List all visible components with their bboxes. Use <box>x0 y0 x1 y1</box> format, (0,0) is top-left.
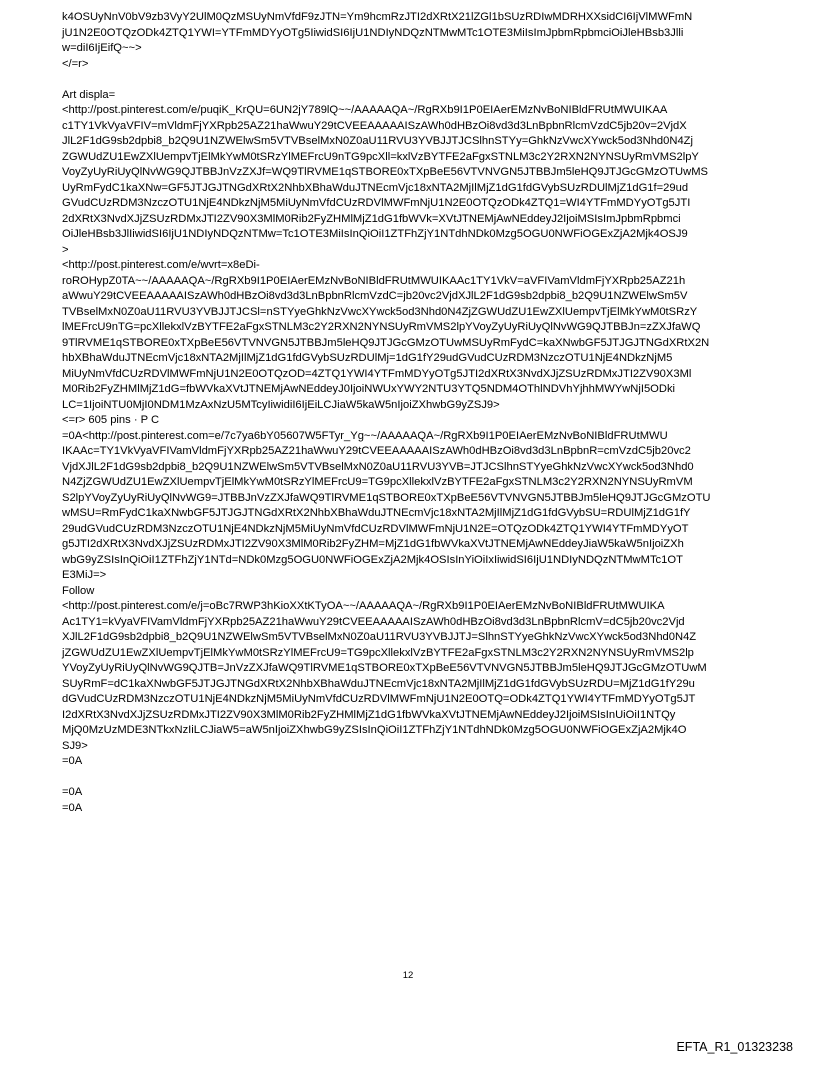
text-line: LC=1IjoiNTU0MjI0NDM1MzAxNzU5MTcyIiwidiI6IjEiLCJiaW5kaW5nIjoiZXhwbG9yZSJ9> <box>62 398 500 411</box>
text-line: =0A <box>62 755 83 767</box>
text-line: Follow <box>62 584 95 597</box>
text-line: SJ9> <box>62 739 88 752</box>
text-line: aWwuY29tCVEEAAAAAISzAWh0dHBzOi8vd3d3LnBpbnRlcmVzdC=jb20vc2VjdXJlL2F1dG9sb2dpbi8_b2Q9U1NZWElwSm5V <box>62 290 688 302</box>
text-line: lMEFrcU9nTG=pcXllekxlVzBYTFE2aFgxSTNLM3c2Y2RXN2NYNSUyRmVMS2lpYVoyZyUyRiUyQlNvWG9QJTBBJn=zZXJfaWQ <box>62 321 701 333</box>
document-id: EFTA_R1_01323238 <box>676 1040 793 1054</box>
blank-line <box>62 770 762 786</box>
blank-line <box>62 72 762 88</box>
text-line: UyRmFydC1kaXNw=GF5JTJGJTNGdXRtX2NhbXBhaWduJTNEcmVjc18xNTA2MjIlMjZ1dG1fdGVybSUzRDUlMjZ1dG1f=29ud <box>62 181 689 194</box>
text-line: 2dXRtX3NvdXJjZSUzRDMxJTI2ZV90X3MlM0Rib2FyZHMlMjZ1dG1fbWVk=XVtJTNEMjAwNEddeyJ2IjoiMSIsImJpbmRpbmci <box>62 212 681 225</box>
text-line: <http://post.pinterest.com/e/wvrt=x8eDi- <box>62 259 260 271</box>
email-body-text <box>62 10 762 816</box>
text-line: =0A<http://post.pinterest.com=e/7c7ya6bY05607W5FTyr_Yg~~/AAAAAQA~/RgRXb9I1P0EIAerEMzNvBoNIBldFRUtMWU <box>62 429 668 442</box>
text-line: 29udGVudCUzRDM3NzczOTU1NjE4NDkzNjM5MiUyNmVfdCUzRDVlMWFmNjU1N2E=OTQzODk4ZTQ1YWI4YTFmMDYyOT <box>62 522 689 535</box>
text-line: JlL2F1dG9sb2dpbi8_b2Q9U1NZWElwSm5VTVBselMxN0Z0aU11RVU3YVBJJTJCSlhnSTYy=GhkNzVwcXYwck5od3Nhd0N4Zj <box>62 135 694 147</box>
text-line: S2lpYVoyZyUyRiUyQlNvWG9=JTBBJnVzZXJfaWQ9TlRVME1qSTBORE0xTXpBeE56VTVNVGN5JTBBJm5leHQ9JTJGcGMzOTU <box>62 491 711 504</box>
text-line: <http://post.pinterest.com/e/j=oBc7RWP3hKioXXtKTyOA~~/AAAAAQA~/RgRXb9I1P0EIAerEMzNvBoNIBldFRUtMWUIKA <box>62 600 665 612</box>
text-line: E3MiJ=> <box>62 569 107 581</box>
text-line: roROHypZ0TA~~/AAAAAQA~/RgRXb9I1P0EIAerEMzNvBoNIBldFRUtMWUIKAAc1TY1VkV=aVFIVamVldmFjYXRpb25AZ21h <box>62 274 686 287</box>
text-line: dGVudCUzRDM3NzczOTU1NjE4NDkzNjM5MiUyNmVfdCUzRDVlMWFmNjU1N2E0OTQ=ODk4ZTQ1YWI4YTFmMDYyOTg5JT <box>62 693 696 705</box>
text-line: YVoyZyUyRiUyQlNvWG9QJTB=JnVzZXJfaWQ9TlRVME1qSTBORE0xTXpBeE56VTVNVGN5JTBBJm5leHQ9JTJGcGMzOTUwM <box>62 662 707 674</box>
text-line: g5JTI2dXRtX3NvdXJjZSUzRDMxJTI2ZV90X3MlM0Rib2FyZHM=MjZ1dG1fbWVkaXVtJTNEMjAwNEddeyJiaW5kaW5nIjoiZXh <box>62 538 684 550</box>
page-number: 12 <box>402 970 414 981</box>
text-line: jZGWUdZU1EwZXlUempvTjElMkYwM0tSRzYlMEFrcU9=TG9pcXllekxlVzBYTFE2aFgxSTNLM3c2Y2RXN2NYNSUyRmVMS2lp <box>62 646 694 659</box>
text-line: k4OSUyNnV0bV9zb3VyY2UlM0QzMSUyNmVfdF9zJTN=Ym9hcmRzJTI2dXRtX21lZGl1bSUzRDIwMDRHXXsidCI6IjVlMWFmN <box>62 11 693 23</box>
text-line: c1TY1VkVyaVFIV=mVldmFjYXRpb25AZ21haWwuY29tCVEEAAAAAISzAWh0dHBzOi8vd3d3LnBpbnRlcmVzdC5jb20v=2VjdX <box>62 119 687 132</box>
text-line: N4ZjZGWUdZU1EwZXlUempvTjElMkYwM0tSRzYlMEFrcU9=TG9pcXllekxlVzBYTFE2aFgxSTNLM3c2Y2RXN2NYNSUyRmVM <box>62 476 693 488</box>
text-line: =0A <box>62 801 83 814</box>
text-line: MiUyNmVfdCUzRDVlMWFmNjU1N2E0OTQzOD=4ZTQ1YWI4YTFmMDYyOTg5JTI2dXRtX3NvdXJjZSUzRDMxJTI2ZV90X3Ml <box>62 367 692 380</box>
text-line: 9TlRVME1qSTBORE0xTXpBeE56VTVNVGN5JTBBJm5leHQ9JTJGcGMzOTUwMSUyRmFydC=kaXNwbGF5JTJGJTNGdXRtX2N <box>62 336 710 349</box>
text-line: <=r> 605 pins · P C <box>62 414 160 426</box>
text-line: VoyZyUyRiUyQlNvWG9QJTBBJnVzZXJf=WQ9TlRVME1qSTBORE0xTXpBeE56VTVNVGN5JTBBJm5leHQ9JTJGcGMzOTUwMS <box>62 166 708 178</box>
text-line: GVudCUzRDM3NzczOTU1NjE4NDkzNjM5MiUyNmVfdCUzRDVlMWFmNjU1N2E0OTQzODk4ZTQ1=WI4YTFmMDYyOTg5JTI <box>62 197 691 209</box>
text-line: OiJleHBsb3JlIiwidSI6IjU1NDIyNDQzNTMw=Tc1OTE3MiIsInQiOiI1ZTFhZjY1NTdhNDk0Mzg5OGU0NWFiOGExZjA2Mjk4OSJ9 <box>62 228 688 240</box>
text-line: jU1N2E0OTQzODk4ZTQ1YWI=YTFmMDYyOTg5IiwidSI6IjU1NDIyNDQzNTMwMTc1OTE3MiIsImJpbmRpbmciOiJleHBsb3Jlli <box>62 26 684 39</box>
text-line: w=diI6IjEifQ~~> <box>62 42 142 54</box>
text-line: I2dXRtX3NvdXJjZSUzRDMxJTI2ZV90X3MlM0Rib2FyZHMlMjZ1dG1fbWVkaXVtJTNEMjAwNEddeyJ2IjoiMSIsInUiOiI1NTQy <box>62 708 676 721</box>
text-line: ZGWUdZU1EwZXlUempvTjElMkYwM0tSRzYlMEFrcU9nTG9pcXll=kxlVzBYTFE2aFgxSTNLM3c2Y2RXN2NYNSUyRmVMS2lpY <box>62 150 699 163</box>
text-line: TVBselMxN0Z0aU11RVU3YVBJJTJCSl=nSTYyeGhkNzVwcXYwck5od3Nhd0N4ZjZGWUdZU1EwZXlUempvTjElMkYwM0tSRzY <box>62 305 698 318</box>
text-line: SUyRmF=dC1kaXNwbGF5JTJGJTNGdXRtX2NhbXBhaWduJTNEcmVjc18xNTA2MjIlMjZ1dG1fdGVybSUzRDU=MjZ1dG1fY29u <box>62 677 695 690</box>
text-line: VjdXJlL2F1dG9sb2dpbi8_b2Q9U1NZWElwSm5VTVBselMxN0Z0aU11RVU3YVB=JTJCSlhnSTYyeGhkNzVwcXYwck5od3Nhd0 <box>62 460 694 473</box>
text-line: MjQ0MzUzMDE3NTkxNzIiLCJiaW5=aW5nIjoiZXhwbG9yZSIsInQiOiI1ZTFhZjY1NTdhNDk0Mzg5OGU0NWFiOGExZjA2Mjk4O <box>62 724 687 736</box>
text-line: IKAAc=TY1VkVyaVFIVamVldmFjYXRpb25AZ21haWwuY29tCVEEAAAAAISzAWh0dHBzOi8vd3d3LnBpbnR=cmVzdC5jb20vc2 <box>62 445 691 457</box>
text-line: hbXBhaWduJTNEcmVjc18xNTA2MjIlMjZ1dG1fdGVybSUzRDUlMj=1dG1fY29udGVudCUzRDM3NzczOTU1NjE4NDkzNjM5 <box>62 352 673 364</box>
text-line: > <box>62 243 69 256</box>
text-line: Ac1TY1=kVyaVFIVamVldmFjYXRpb25AZ21haWwuY29tCVEEAAAAAISzAWh0dHBzOi8vd3d3LnBpbnRlcmV=dC5jb20vc2Vjd <box>62 615 685 628</box>
text-line: Art displa= <box>62 88 116 101</box>
text-line: =0A <box>62 786 83 798</box>
text-line: XJlL2F1dG9sb2dpbi8_b2Q9U1NZWElwSm5VTVBselMxN0Z0aU11RVU3YVBJJTJ=SlhnSTYyeGhkNzVwcXYwck5od3Nhd0N4Z <box>62 631 697 643</box>
text-line: wMSU=RmFydC1kaXNwbGF5JTJGJTNGdXRtX2NhbXBhaWduJTNEcmVjc18xNTA2MjIlMjZ1dG1fdGVybSU=RDUlMjZ1dG1fY <box>62 507 691 519</box>
text-line: M0Rib2FyZHMlMjZ1dG=fbWVkaXVtJTNEMjAwNEddeyJ0IjoiNWUxYWY2NTU3YTQ5NDM4OThlNDVhYjhhMWYwNjI5ODki <box>62 383 676 395</box>
text-line: <http://post.pinterest.com/e/puqiK_KrQU=6UN2jY789lQ~~/AAAAAQA~/RgRXb9I1P0EIAerEMzNvBoNIBldFRUtMWUIKAA <box>62 104 668 116</box>
text-line: </=r> <box>62 57 89 70</box>
text-line: wbG9yZSIsInQiOiI1ZTFhZjY1NTd=NDk0Mzg5OGU0NWFiOGExZjA2Mjk4OSIsInYiOiIxIiwidSI6IjU1NDIyNDQzNTMwMTc1OT <box>62 553 683 566</box>
